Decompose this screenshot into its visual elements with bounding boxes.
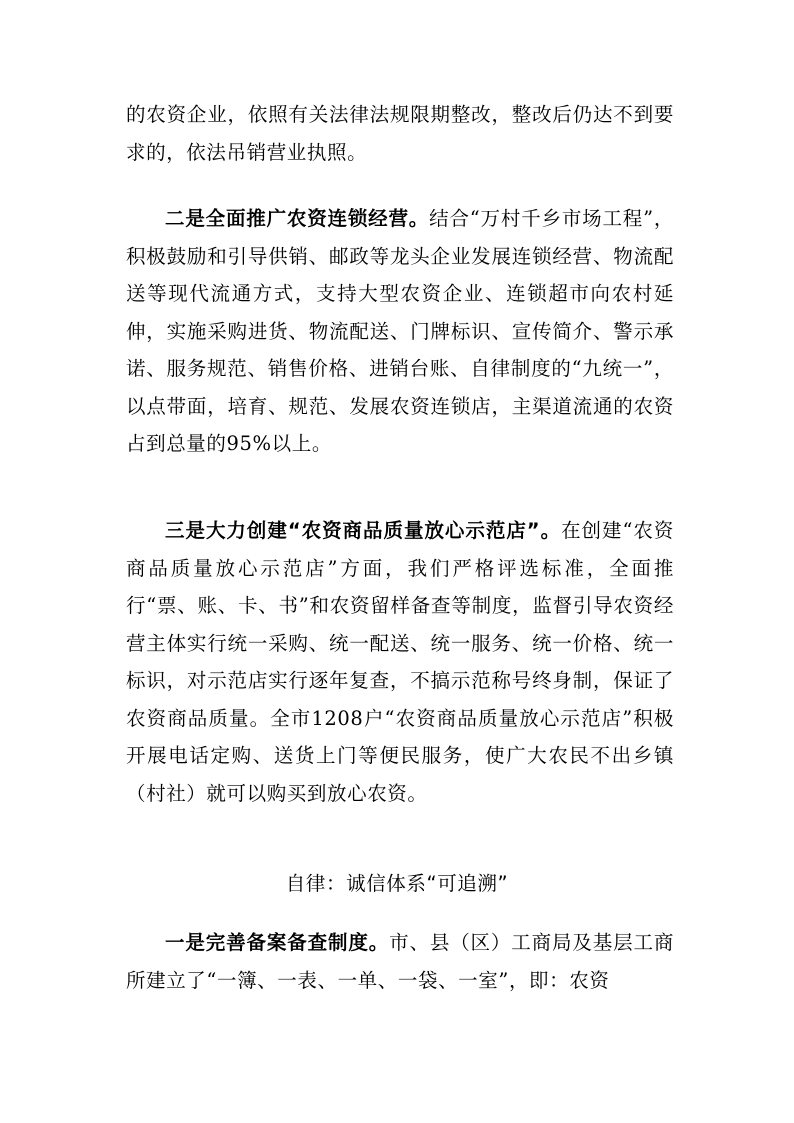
paragraph-continuation: 的农资企业，依照有关法律法规限期整改，整改后仍达不到要求的，依法吊销营业执照。 xyxy=(126,103,674,164)
paragraph-body: 结合“万村千乡市场工程”，积极鼓励和引导供销、邮政等龙头企业发展连锁经营、物流配送等现代流通方式，支持大型农资企业、连锁超市向农村延伸，实施采购进货、物流配送、门牌标识、宣传简介、警示承诺、服务规范、销售价格、进销台账、自律制度的“九统一”，以点带面，培育、规范、发展农资连锁店，主渠道流通的农资占到总量的95%以上。 xyxy=(126,207,674,455)
paragraph-body: 市、县（区）工商局及基层工商所建立了“一簿、一表、一单、一袋、一室”，即：农资 xyxy=(126,931,674,992)
paragraph-body: 在创建“农资商品质量放心示范店”方面，我们严格评选标准，全面推行“票、账、卡、书”和农资留样备查等制度，监督引导农资经营主体实行统一采购、统一配送、统一服务、统一价格、统一标识，对示范店实行逐年复查，不搞示范称号终身制，保证了农资商品质量。全市1208户“农资商品质量放心示范店”积极开展电话定购、送货上门等便民服务，使广大农民不出乡镇（村社）就可以购买到放心农资。 xyxy=(126,519,674,805)
paragraph-model-store xyxy=(126,512,674,812)
section-title: 自律：诚信体系“可追溯” xyxy=(285,872,509,895)
paragraph-lead-heading: 一是完善备案备查制度。 xyxy=(165,931,390,954)
paragraph-filing-system xyxy=(126,924,674,999)
paragraph-chain-operation xyxy=(126,200,674,463)
paragraph-lead-heading: 三是大力创建“农资商品质量放心示范店”。 xyxy=(165,519,562,542)
paragraph-lead-heading: 二是全面推广农资连锁经营。 xyxy=(165,207,430,230)
